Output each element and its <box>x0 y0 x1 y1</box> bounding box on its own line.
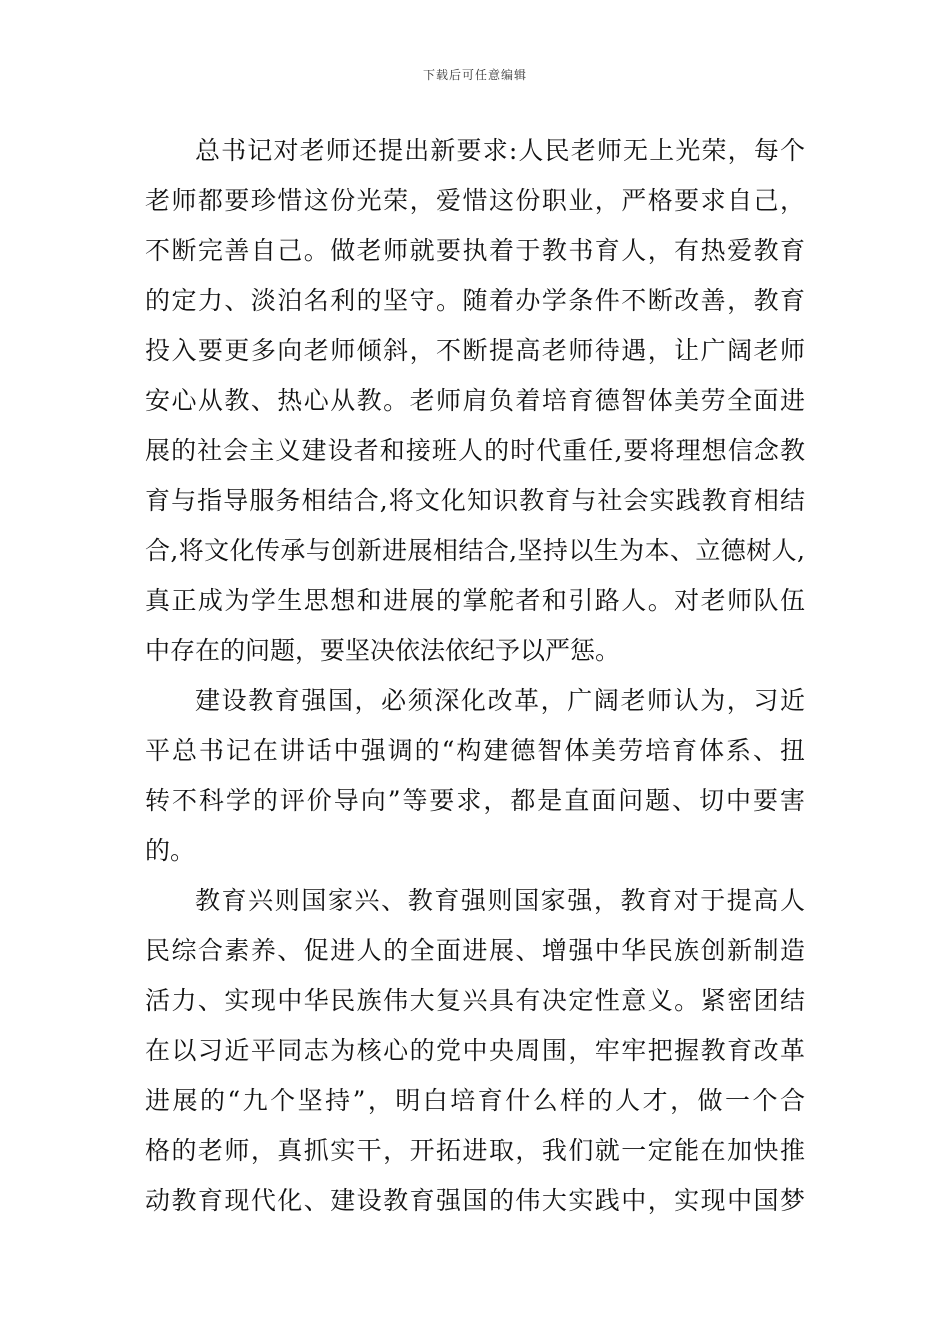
text-line: 投入要更多向老师倾斜，不断提高老师待遇，让广阔老师 <box>145 336 805 365</box>
text-line: 合,将文化传承与创新进展相结合,坚持以生为本、立德树人, <box>145 536 805 565</box>
document-body <box>145 126 805 1226</box>
text-line: 转不科学的评价导向”等要求，都是直面问题、切中要害 <box>145 786 805 815</box>
text-line: 动教育现代化、建设教育强国的伟大实践中，实现中国梦 <box>145 1186 805 1215</box>
text-line: 活力、实现中华民族伟大复兴具有决定性意义。紧密团结 <box>145 986 805 1015</box>
text-line: 老师都要珍惜这份光荣，爱惜这份职业，严格要求自己， <box>145 186 805 215</box>
paragraph-1 <box>145 126 805 676</box>
text-line: 不断完善自己。做老师就要执着于教书育人，有热爱教育 <box>145 236 805 265</box>
text-line: 育与指导服务相结合,将文化知识教育与社会实践教育相结 <box>145 486 805 515</box>
paragraph-3 <box>145 876 805 1226</box>
text-line: 展的社会主义建设者和接班人的时代重任,要将理想信念教 <box>145 436 805 465</box>
text-line: 建设教育强国，必须深化改革，广阔老师认为，习近 <box>195 686 805 715</box>
paragraph-2 <box>145 676 805 876</box>
text-line: 总书记对老师还提出新要求:人民老师无上光荣，每个 <box>195 136 805 165</box>
text-line: 教育兴则国家兴、教育强则国家强，教育对于提高人 <box>195 886 805 915</box>
text-line: 中存在的问题，要坚决依法依纪予以严惩。 <box>145 636 621 665</box>
text-line: 民综合素养、促进人的全面进展、增强中华民族创新制造 <box>145 936 805 965</box>
text-line: 平总书记在讲话中强调的“构建德智体美劳培育体系、扭 <box>145 736 805 765</box>
text-line: 进展的“九个坚持”，明白培育什么样的人才，做一个合 <box>145 1086 805 1115</box>
text-line: 格的老师，真抓实干，开拓进取，我们就一定能在加快推 <box>145 1136 805 1165</box>
text-line: 安心从教、热心从教。老师肩负着培育德智体美劳全面进 <box>145 386 805 415</box>
page-header: 下载后可任意编辑 <box>422 68 527 82</box>
text-line: 在以习近平同志为核心的党中央周围，牢牢把握教育改革 <box>145 1036 805 1065</box>
text-line: 真正成为学生思想和进展的掌舵者和引路人。对老师队伍 <box>145 586 805 615</box>
text-line: 的定力、淡泊名利的坚守。随着办学条件不断改善，教育 <box>145 286 805 315</box>
text-line: 的。 <box>145 836 196 865</box>
